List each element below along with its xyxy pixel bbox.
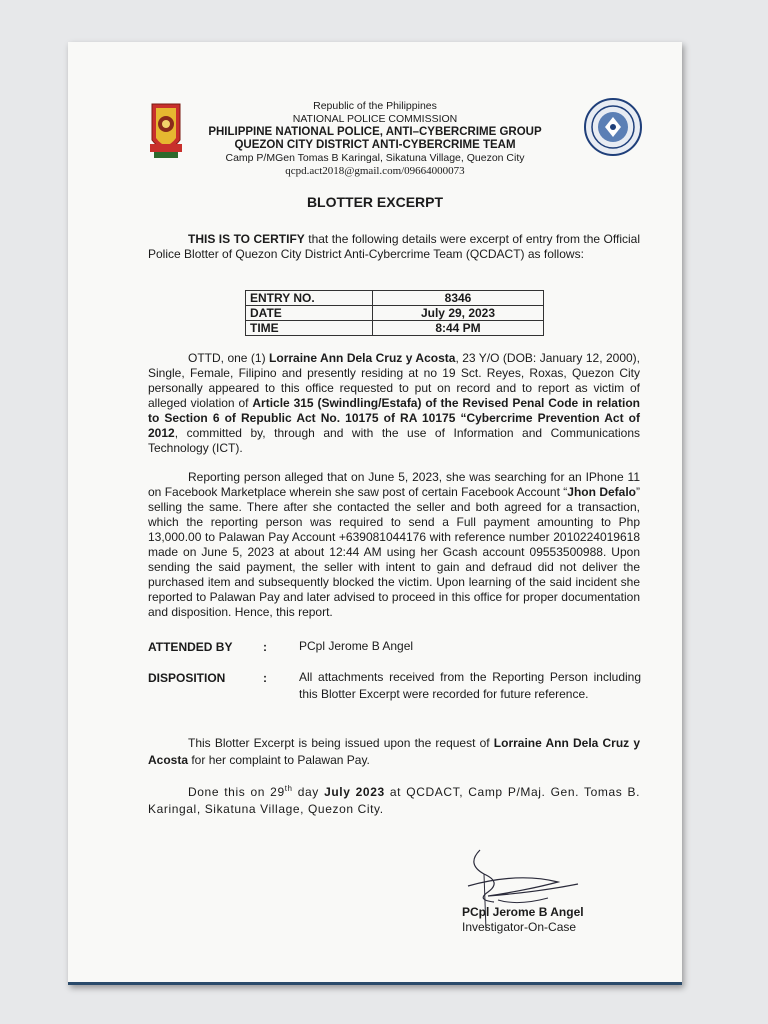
entry-table (245, 290, 544, 336)
issued-text-2: for her complaint to Palawan Pay. (188, 753, 370, 767)
done-text-1: Done this on 29 (188, 785, 285, 799)
letterhead (68, 100, 682, 178)
header-napolcom: NATIONAL POLICE COMMISSION (292, 113, 458, 125)
complainant-paragraph (148, 351, 640, 456)
done-month: July 2023 (324, 785, 385, 799)
complainant-name: Lorraine Ann Dela Cruz y Acosta (269, 351, 456, 365)
violation-text: Article 315 (Swindling/Estafa) of the Revised Penal Code in relation to Section 6 of Republic Act No. 10175 of RA 10175 “Cybercrime Prevention Act of 2012 (148, 396, 640, 440)
disposition-colon: : (263, 671, 267, 685)
table-row (246, 306, 544, 321)
time-value: 8:44 PM (373, 321, 544, 336)
issued-name: Lorraine Ann Dela Cruz y Acosta (148, 736, 641, 767)
attended-by-colon: : (263, 640, 267, 654)
header-republic: Republic of the Philippines (313, 100, 437, 112)
table-row (246, 321, 544, 336)
issued-text-1: This Blotter Excerpt is being issued upon the request of (188, 736, 494, 750)
header-pnp-acg: PHILIPPINE NATIONAL POLICE, ANTI–CYBERCRIME GROUP (208, 126, 542, 138)
date-value: July 29, 2023 (373, 306, 544, 321)
body1-text-1: OTTD, one (1) (188, 351, 270, 365)
header-address: Camp P/MGen Tomas B Karingal, Sikatuna Village, Quezon City (225, 152, 525, 164)
done-sup: th (284, 784, 293, 793)
date-label: DATE (246, 306, 373, 321)
body1-text-2: , 23 Y/O (DOB: January 12, 2000), Single, Female, Filipino and presently residing at no 19 Sct. Reyes, Roxas, Quezon City personally appeared to this office requested to put on record and to report as victim of alleged violation of (148, 351, 641, 410)
body2-text-2: ” selling the same. There after she contacted the seller and both agreed for a transaction, which the reporting person was required to send a Full payment amounting to Php 13,000.00 to Palawan Pay Account +639081044176 with reference number 2010224019618 made on June 5, 2023 at about 12:44 AM using her Gcash account 09553500988. Upon sending the said payment, the seller with intent to gain and defraud did not deliver the purchased item and subsequently blocked the victim. Upon learning of the said incident she reported to Palawan Pay and later advised to proceed in this office for proper documentation and disposition. Hence, this report. (148, 485, 640, 619)
signatory-name: PCpl Jerome B Angel (462, 905, 584, 919)
header-contact: qcpd.act2018@gmail.com/09664000073 (285, 165, 465, 177)
document-title: BLOTTER EXCERPT (306, 194, 444, 210)
table-row (246, 291, 544, 306)
time-label: TIME (246, 321, 373, 336)
signatory-title: Investigator-On-Case (462, 920, 577, 934)
done-paragraph (148, 780, 640, 818)
narrative-paragraph (148, 470, 640, 620)
certify-text: that the following details were excerpt of entry from the Official Police Blotter of Quezon City District Anti-Cybercrime Team (QCDACT) as follows: (148, 232, 640, 261)
certify-paragraph (148, 232, 640, 262)
disposition-label: DISPOSITION (148, 671, 226, 685)
document-page (68, 42, 682, 985)
attended-by-label: ATTENDED BY (148, 640, 233, 654)
suspect-account: Jhon Defalo (567, 485, 636, 499)
certify-lead: THIS IS TO CERTIFY (188, 232, 305, 246)
done-text-3: at QCDACT, Camp P/Maj. Gen. Tomas B. Karingal, Sikatuna Village, Quezon City. (148, 785, 641, 816)
body2-text-1: Reporting person alleged that on June 5, 2023, she was searching for an IPhone 11 on Facebook Marketplace wherein she saw post of certain Facebook Account “ (148, 470, 640, 499)
disposition-value: All attachments received from the Reporting Person including this Blotter Excerpt were recorded for future reference. (299, 670, 641, 701)
body1-text-3: , committed by, through and with the use of Information and Communications Technology (ICT). (148, 426, 640, 455)
issued-paragraph (148, 735, 640, 769)
header-qcdact: QUEZON CITY DISTRICT ANTI-CYBERCRIME TEAM (234, 139, 516, 151)
attended-by-value: PCpl Jerome B Angel (299, 639, 414, 653)
entry-no-label: ENTRY NO. (246, 291, 373, 306)
entry-no-value: 8346 (373, 291, 544, 306)
done-text-2: day (292, 785, 325, 799)
